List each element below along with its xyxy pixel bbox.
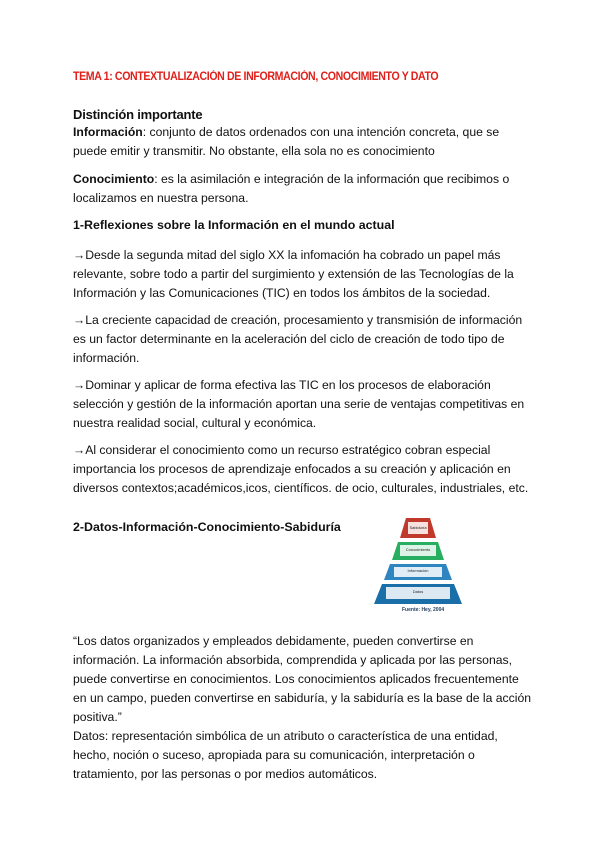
conocimiento-definition xyxy=(73,170,533,208)
section2-quote: “Los datos organizados y empleados debidamente, pueden convertirse en información. La información absorbida, comprendida y aplicada por las personas, puede convertirse en conocimientos. Los conocimientos aplicados frecuentemente en un campo, pueden convertirse en sabiduría, y la sabiduría es la base de la acción positiva.” xyxy=(73,634,531,724)
dikw-pyramid-figure xyxy=(362,516,474,612)
section1-paragraph-2: →La creciente capacidad de creación, procesamiento y transmisión de información es un factor determinante en la aceleración del ciclo de creación de todo tipo de información. xyxy=(73,313,523,365)
pyramid-label-informacion: Información xyxy=(407,568,429,573)
informacion-term: Información xyxy=(73,125,143,139)
section1-paragraph-4: →Al considerar el conocimiento como un recurso estratégico cobran especial importancia los procesos de aprendizaje enfocados a su creación y aplicación en diversos contextos;académicos,icos, científicos. de ocio, culturales, industriales, etc. xyxy=(73,443,529,495)
pyramid-label-sabiduria: Sabiduría xyxy=(409,525,427,530)
informacion-definition xyxy=(73,123,533,161)
pyramid-label-datos: Datos xyxy=(412,589,424,594)
informacion-text: : conjunto de datos ordenados con una intención concreta, que se puede emitir y transmitir. No obstante, ella sola no es conocimiento xyxy=(73,125,500,158)
distincion-heading: Distinción importante xyxy=(73,107,203,122)
section1-paragraph-3: →Dominar y aplicar de forma efectiva las TIC en los procesos de elaboración selección y gestión de la información aportan una serie de ventajas competitivas en nuestra realidad social, cultural y económica. xyxy=(73,378,525,430)
pyramid-caption: Fuente: Hey, 2004 xyxy=(402,607,445,612)
datos-definition: Datos: representación simbólica de un atributo o característica de una entidad, hecho, noción o suceso, apropiada para su comunicación, interpretación o tratamiento, por las personas o por medios automáticos. xyxy=(73,729,498,781)
conocimiento-term: Conocimiento xyxy=(73,172,155,186)
section2-heading: 2-Datos-Información-Conocimiento-Sabiduría xyxy=(73,520,341,534)
pyramid-label-conocimiento: Conocimiento xyxy=(405,547,431,552)
section1-paragraph-1: →Desde la segunda mitad del siglo XX la infomación ha cobrado un papel más relevante, sobre todo a partir del surgimiento y extensión de las Tecnologías de la Información y las Comunicaciones (TIC) en todos los ámbitos de la sociedad. xyxy=(73,248,514,300)
document-title: TEMA 1: CONTEXTUALIZACIÓN DE INFORMACIÓN, CONOCIMIENTO Y DATO xyxy=(73,71,439,83)
conocimiento-text: : es la asimilación e integración de la información que recibimos o localizamos en nuestra persona. xyxy=(73,172,510,205)
section1-heading: 1-Reflexiones sobre la Información en el mundo actual xyxy=(73,218,395,232)
